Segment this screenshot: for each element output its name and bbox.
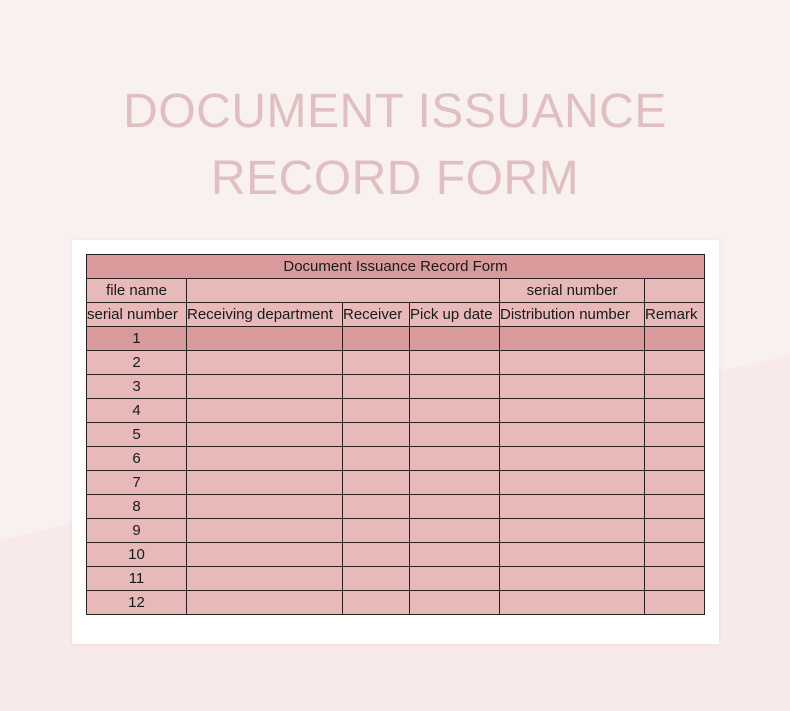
distribution-number-cell[interactable] — [500, 351, 645, 375]
row-serial-number: 4 — [87, 399, 187, 423]
receiving-department-cell[interactable] — [187, 567, 343, 591]
column-header-pick-up-date: Pick up date — [410, 303, 500, 327]
receiver-cell[interactable] — [343, 327, 410, 351]
receiver-cell[interactable] — [343, 351, 410, 375]
receiving-department-cell[interactable] — [187, 351, 343, 375]
pick-up-date-cell[interactable] — [410, 375, 500, 399]
pick-up-date-cell[interactable] — [410, 423, 500, 447]
serial-number-label: serial number — [500, 279, 645, 303]
receiver-cell[interactable] — [343, 447, 410, 471]
column-header-distribution-number: Distribution number — [500, 303, 645, 327]
receiving-department-cell[interactable] — [187, 495, 343, 519]
receiver-cell[interactable] — [343, 543, 410, 567]
table-row — [87, 327, 705, 351]
row-serial-number: 12 — [87, 591, 187, 615]
remark-cell[interactable] — [645, 423, 705, 447]
table-row — [87, 375, 705, 399]
file-info-row — [87, 279, 705, 303]
receiving-department-cell[interactable] — [187, 423, 343, 447]
column-header-serial-number: serial number — [87, 303, 187, 327]
receiver-cell[interactable] — [343, 519, 410, 543]
table-row — [87, 495, 705, 519]
distribution-number-cell[interactable] — [500, 327, 645, 351]
distribution-number-cell[interactable] — [500, 399, 645, 423]
pick-up-date-cell[interactable] — [410, 567, 500, 591]
row-serial-number: 3 — [87, 375, 187, 399]
remark-cell[interactable] — [645, 327, 705, 351]
remark-cell[interactable] — [645, 495, 705, 519]
receiving-department-cell[interactable] — [187, 591, 343, 615]
row-serial-number: 1 — [87, 327, 187, 351]
receiver-cell[interactable] — [343, 495, 410, 519]
receiving-department-cell[interactable] — [187, 399, 343, 423]
distribution-number-cell[interactable] — [500, 495, 645, 519]
table-row — [87, 543, 705, 567]
receiving-department-cell[interactable] — [187, 519, 343, 543]
remark-cell[interactable] — [645, 375, 705, 399]
pick-up-date-cell[interactable] — [410, 519, 500, 543]
file-name-label: file name — [87, 279, 187, 303]
table-row — [87, 447, 705, 471]
remark-cell[interactable] — [645, 519, 705, 543]
distribution-number-cell[interactable] — [500, 447, 645, 471]
file-name-cell[interactable] — [187, 279, 500, 303]
column-header-row — [87, 303, 705, 327]
remark-cell[interactable] — [645, 567, 705, 591]
receiving-department-cell[interactable] — [187, 375, 343, 399]
table-row — [87, 519, 705, 543]
distribution-number-cell[interactable] — [500, 423, 645, 447]
row-serial-number: 10 — [87, 543, 187, 567]
form-sheet — [72, 240, 719, 644]
record-table — [86, 254, 705, 615]
remark-cell[interactable] — [645, 471, 705, 495]
pick-up-date-cell[interactable] — [410, 543, 500, 567]
remark-cell[interactable] — [645, 591, 705, 615]
distribution-number-cell[interactable] — [500, 567, 645, 591]
column-header-receiver: Receiver — [343, 303, 410, 327]
receiver-cell[interactable] — [343, 399, 410, 423]
row-serial-number: 8 — [87, 495, 187, 519]
table-title: Document Issuance Record Form — [87, 255, 705, 279]
table-row — [87, 471, 705, 495]
pick-up-date-cell[interactable] — [410, 447, 500, 471]
table-row — [87, 567, 705, 591]
receiving-department-cell[interactable] — [187, 471, 343, 495]
distribution-number-cell[interactable] — [500, 519, 645, 543]
receiver-cell[interactable] — [343, 591, 410, 615]
table-row — [87, 351, 705, 375]
pick-up-date-cell[interactable] — [410, 591, 500, 615]
pick-up-date-cell[interactable] — [410, 327, 500, 351]
remark-cell[interactable] — [645, 447, 705, 471]
pick-up-date-cell[interactable] — [410, 399, 500, 423]
pick-up-date-cell[interactable] — [410, 351, 500, 375]
distribution-number-cell[interactable] — [500, 471, 645, 495]
remark-cell[interactable] — [645, 399, 705, 423]
receiver-cell[interactable] — [343, 423, 410, 447]
row-serial-number: 2 — [87, 351, 187, 375]
receiving-department-cell[interactable] — [187, 327, 343, 351]
page-title-line-2: RECORD FORM — [210, 152, 580, 205]
page-title — [0, 78, 790, 212]
receiver-cell[interactable] — [343, 471, 410, 495]
page-title-line-1: DOCUMENT ISSUANCE — [123, 85, 667, 138]
row-serial-number: 6 — [87, 447, 187, 471]
row-serial-number: 11 — [87, 567, 187, 591]
distribution-number-cell[interactable] — [500, 543, 645, 567]
remark-cell[interactable] — [645, 351, 705, 375]
serial-number-cell[interactable] — [645, 279, 705, 303]
pick-up-date-cell[interactable] — [410, 495, 500, 519]
row-serial-number: 5 — [87, 423, 187, 447]
distribution-number-cell[interactable] — [500, 375, 645, 399]
table-title-row — [87, 255, 705, 279]
column-header-remark: Remark — [645, 303, 705, 327]
row-serial-number: 9 — [87, 519, 187, 543]
table-row — [87, 423, 705, 447]
column-header-receiving-department: Receiving department — [187, 303, 343, 327]
pick-up-date-cell[interactable] — [410, 471, 500, 495]
table-row — [87, 399, 705, 423]
row-serial-number: 7 — [87, 471, 187, 495]
table-row — [87, 591, 705, 615]
remark-cell[interactable] — [645, 543, 705, 567]
receiver-cell[interactable] — [343, 375, 410, 399]
receiver-cell[interactable] — [343, 567, 410, 591]
receiving-department-cell[interactable] — [187, 543, 343, 567]
receiving-department-cell[interactable] — [187, 447, 343, 471]
distribution-number-cell[interactable] — [500, 591, 645, 615]
